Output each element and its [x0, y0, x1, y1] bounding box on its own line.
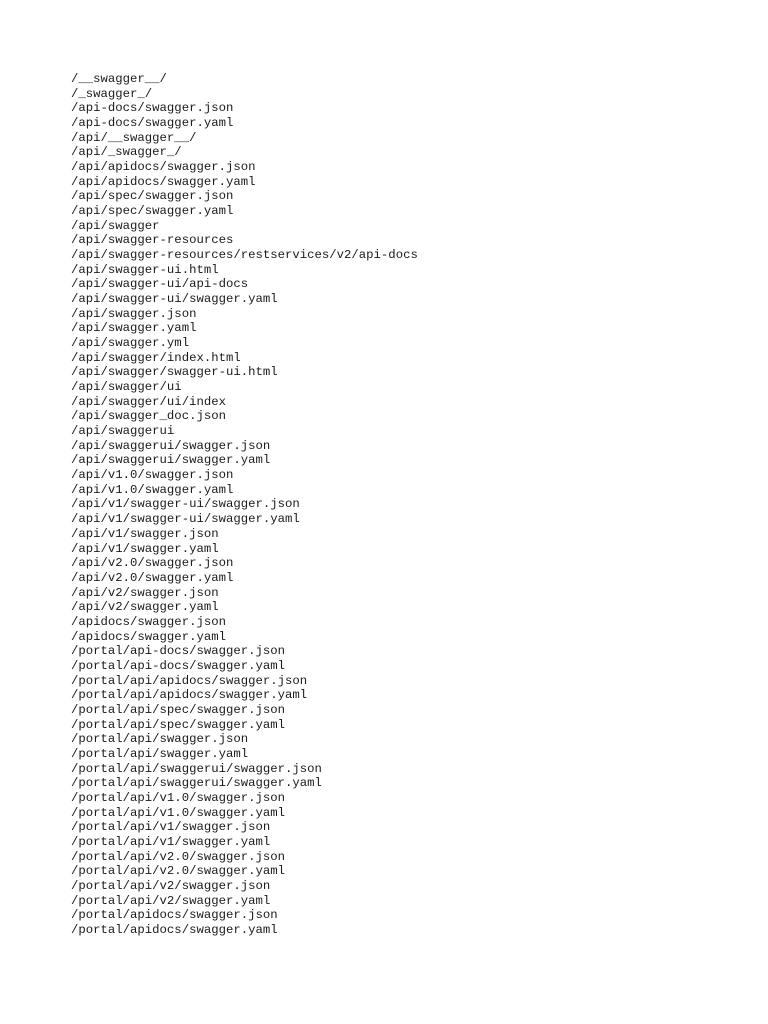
path-list [71, 72, 418, 938]
path-line: /api/swagger/ui/index [71, 394, 226, 409]
path-line: /_swagger_/ [71, 86, 153, 101]
path-line: /portal/apidocs/swagger.yaml [71, 922, 278, 937]
path-line: /portal/api/v1/swagger.json [71, 820, 271, 835]
path-line: /portal/api/v1/swagger.yaml [71, 834, 271, 849]
path-line: /api/swagger [71, 218, 160, 233]
path-line: /api/v2.0/swagger.yaml [71, 570, 234, 585]
path-line: /portal/api-docs/swagger.json [71, 644, 286, 659]
path-line: /api/apidocs/swagger.yaml [71, 174, 256, 189]
path-line: /portal/api/swaggerui/swagger.json [71, 761, 322, 776]
path-line: /api/spec/swagger.yaml [71, 204, 234, 219]
path-line: /api/v2/swagger.json [71, 585, 219, 600]
path-line: /api/swagger-resources [71, 233, 234, 248]
path-line: /api/swagger_doc.json [71, 409, 226, 424]
path-line: /api-docs/swagger.json [71, 101, 234, 116]
path-line: /api/swagger.json [71, 306, 197, 321]
path-line: /portal/api/v2.0/swagger.yaml [71, 864, 286, 879]
path-line: /api/swaggerui/swagger.yaml [71, 453, 271, 468]
path-line: /api/swagger-ui/api-docs [71, 277, 249, 292]
path-line: /api/v1/swagger.yaml [71, 541, 219, 556]
path-line: /api/swagger-resources/restservices/v2/api-docs [71, 248, 418, 263]
path-line: /portal/api/v1.0/swagger.json [71, 790, 286, 805]
path-line: /portal/api/swaggerui/swagger.yaml [71, 776, 322, 791]
path-line: /api/apidocs/swagger.json [71, 160, 256, 175]
path-line: /portal/api/v1.0/swagger.yaml [71, 805, 286, 820]
path-line: /portal/apidocs/swagger.json [71, 908, 278, 923]
path-line: /portal/api/v2/swagger.yaml [71, 893, 271, 908]
path-line: /api/v1.0/swagger.json [71, 468, 234, 483]
path-line: /apidocs/swagger.yaml [71, 629, 226, 644]
path-line: /portal/api/apidocs/swagger.json [71, 673, 308, 688]
path-line: /apidocs/swagger.json [71, 614, 226, 629]
path-line: /api/spec/swagger.json [71, 189, 234, 204]
path-line: /__swagger__/ [71, 72, 167, 86]
path-line: /api/_swagger_/ [71, 145, 182, 160]
path-line: /api/swaggerui [71, 424, 175, 439]
path-line: /portal/api-docs/swagger.yaml [71, 658, 286, 673]
path-line: /api/swagger.yml [71, 336, 190, 351]
path-line: /api/swagger.yaml [71, 321, 197, 336]
path-line: /portal/api/v2/swagger.json [71, 878, 271, 893]
path-line: /api-docs/swagger.yaml [71, 116, 234, 131]
path-line: /api/v1/swagger-ui/swagger.yaml [71, 512, 300, 527]
path-line: /api/swagger/ui [71, 380, 182, 395]
path-line: /api/v2/swagger.yaml [71, 600, 219, 615]
path-line: /api/swaggerui/swagger.json [71, 438, 271, 453]
path-line: /api/v1/swagger-ui/swagger.json [71, 497, 300, 512]
path-line: /api/v2.0/swagger.json [71, 556, 234, 571]
path-line: /portal/api/v2.0/swagger.json [71, 849, 286, 864]
path-line: /portal/api/swagger.json [71, 732, 249, 747]
path-line: /api/swagger/swagger-ui.html [71, 365, 278, 380]
path-line: /portal/api/spec/swagger.json [71, 702, 286, 717]
path-line: /portal/api/apidocs/swagger.yaml [71, 688, 308, 703]
path-line: /api/swagger-ui.html [71, 262, 219, 277]
path-line: /api/v1/swagger.json [71, 526, 219, 541]
path-line: /portal/api/swagger.yaml [71, 746, 249, 761]
path-line: /portal/api/spec/swagger.yaml [71, 717, 286, 732]
path-line: /api/__swagger__/ [71, 130, 197, 145]
path-line: /api/swagger/index.html [71, 350, 241, 365]
path-line: /api/v1.0/swagger.yaml [71, 482, 234, 497]
path-line: /api/swagger-ui/swagger.yaml [71, 292, 278, 307]
